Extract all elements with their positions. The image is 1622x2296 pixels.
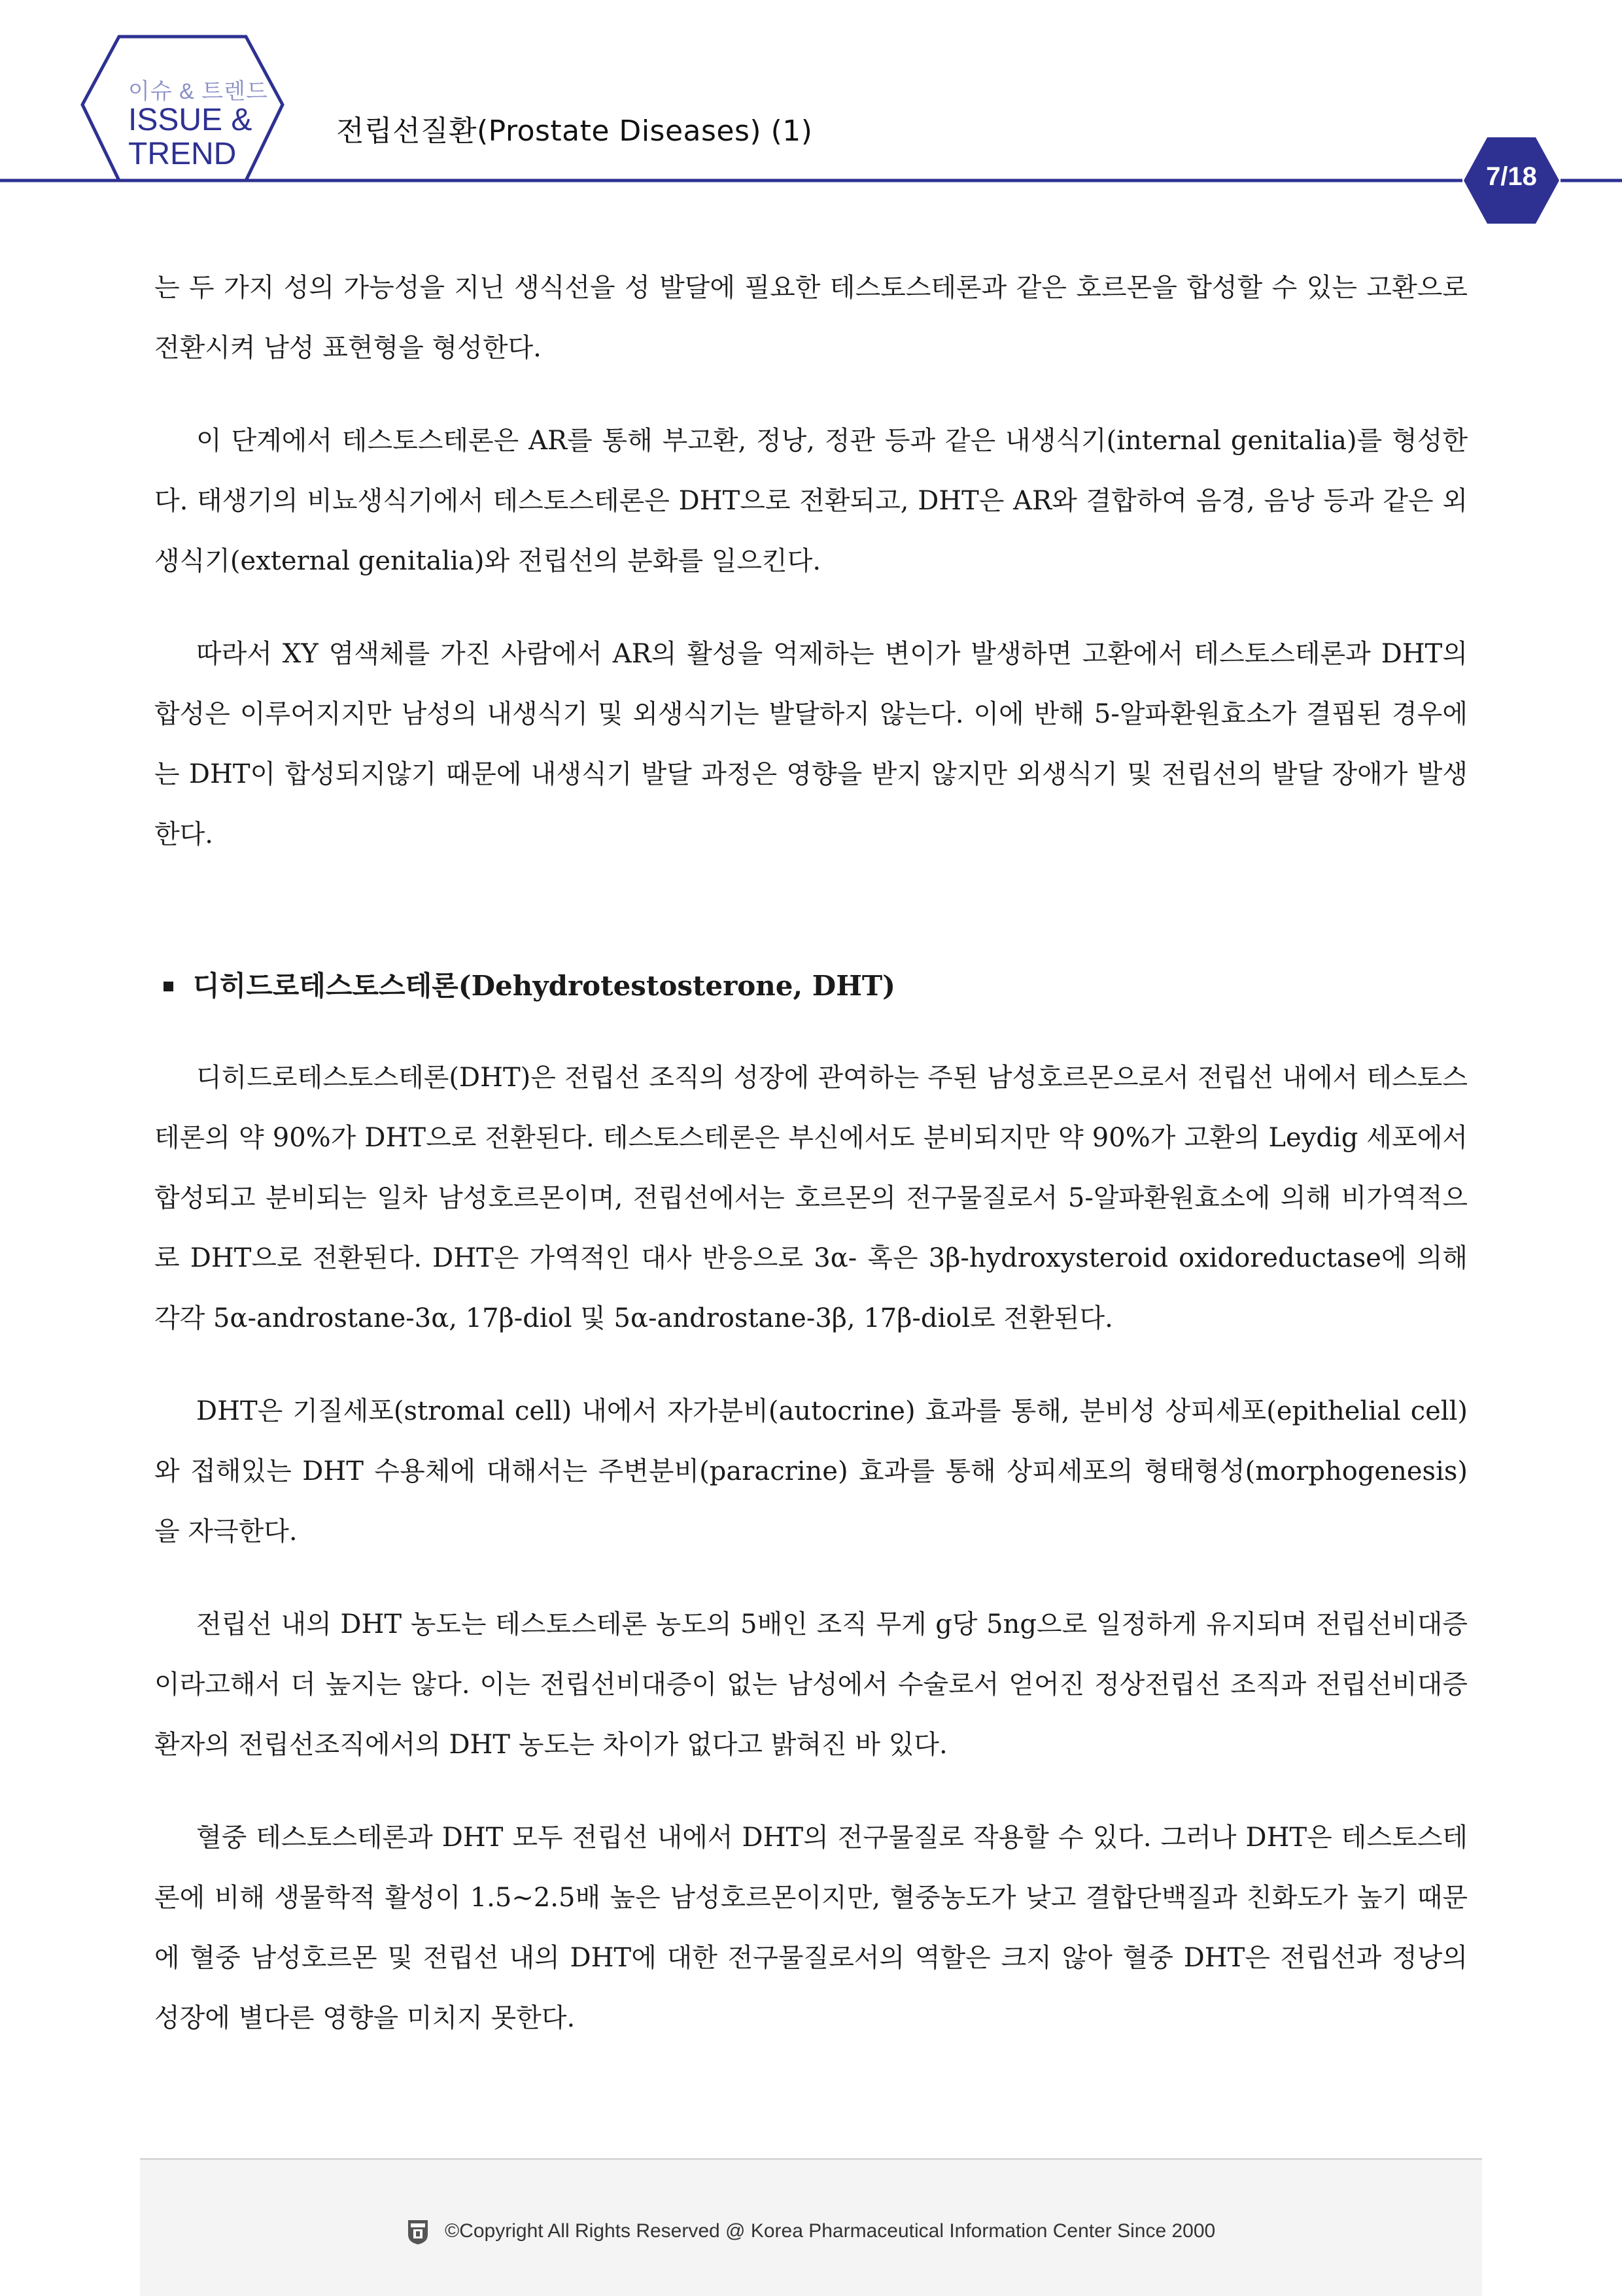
paragraph: 따라서 XY 염색체를 가진 사람에서 AR의 활성을 억제하는 변이가 발생하면 고환에서 테스토스테론과 DHT의 합성은 이루어지지만 남성의 내생식기 및 외생식기는 발달하지 않는다. 이에 반해 5-알파환원효소가 결핍된 경우에는 DHT이 합성되지않기 때문에 내생식기 발달 과정은 영향을 받지 않지만 외생식기 및 전립선의 발달 장애가 발생한다.: [154, 639, 1468, 849]
paragraph: 디히드로테스토스테론(DHT)은 전립선 조직의 성장에 관여하는 주된 남성호르몬으로서 전립선 내에서 테스토스테론의 약 90%가 DHT으로 전환된다. 테스토스테론은 부신에서도 분비되지만 약 90%가 고환의 Leydig 세포에서 합성되고 분비되는 일차 남성호르몬이며, 전립선에서는 호르몬의 전구물질로서 5-알파환원효소에 의해 비가역적으로 DHT으로 전환된다. DHT은 가역적인 대사 반응으로 3α- 혹은 3β-hydroxysteroid oxidoreductase에 의해 각각 5α-androstane-3α, 17β-diol 및 5α-androstane-3β, 17β-diol로 전환된다.: [154, 1063, 1468, 1333]
page-number: 7/18: [1486, 162, 1537, 191]
kpic-logo-icon: [407, 2219, 429, 2245]
page-footer: [140, 2158, 1482, 2296]
logo-line-1: ISSUE &: [128, 103, 252, 137]
paragraph: DHT은 기질세포(stromal cell) 내에서 자가분비(autocrine) 효과를 통해, 분비성 상피세포(epithelial cell)와 접해있는 DHT 수용체에 대해서는 주변분비(paracrine) 효과를 통해 상피세포의 형태형성(morphogenesis)을 자극한다.: [154, 1396, 1468, 1547]
document-title: 전립선질환(Prostate Diseases) (1): [336, 114, 813, 148]
paragraph: 는 두 가지 성의 가능성을 지닌 생식선을 성 발달에 필요한 테스토스테론과 같은 호르몬을 합성할 수 있는 고환으로 전환시켜 남성 표현형을 형성한다.: [154, 273, 1468, 363]
logo-subtitle: 이슈 & 트렌드: [128, 79, 268, 104]
page-header: [0, 0, 1622, 235]
section-heading: [154, 963, 1468, 1010]
paragraph: 전립선 내의 DHT 농도는 테스토스테론 농도의 5배인 조직 무게 g당 5ng으로 일정하게 유지되며 전립선비대증이라고해서 더 높지는 않다. 이는 전립선비대증이 없는 남성에서 수술로서 얻어진 정상전립선 조직과 전립선비대증 환자의 전립선조직에서의 DHT 농도는 차이가 없다고 밝혀진 바 있다.: [154, 1609, 1468, 1760]
paragraph: 이 단계에서 테스토스테론은 AR를 통해 부고환, 정낭, 정관 등과 같은 내생식기(internal genitalia)를 형성한다. 태생기의 비뇨생식기에서 테스토스테론은 DHT으로 전환되고, DHT은 AR와 결합하여 음경, 음낭 등과 같은 외생식기(external genitalia)와 전립선의 분화를 일으킨다.: [154, 426, 1468, 576]
footer-line: [140, 2219, 1482, 2245]
section-title: 디히드로테스토스테론(Dehydrotestosterone, DHT): [193, 970, 896, 1002]
paragraph: 혈중 테스토스테론과 DHT 모두 전립선 내에서 DHT의 전구물질로 작용할 수 있다. 그러나 DHT은 테스토스테론에 비해 생물학적 활성이 1.5~2.5배 높은 남성호르몬이지만, 혈중농도가 낮고 결합단백질과 친화도가 높기 때문에 혈중 남성호르몬 및 전립선 내의 DHT에 대한 전구물질로서의 역할은 크지 않아 혈중 DHT은 전립선과 정낭의 성장에 별다른 영향을 미치지 못한다.: [154, 1823, 1468, 2033]
square-bullet-icon: [164, 982, 173, 991]
logo-line-2: TREND: [128, 137, 237, 171]
copyright-text: ©Copyright All Rights Reserved @ Korea Pharmaceutical Information Center Since 2000: [445, 2219, 1216, 2242]
article-body: [154, 258, 1468, 2081]
